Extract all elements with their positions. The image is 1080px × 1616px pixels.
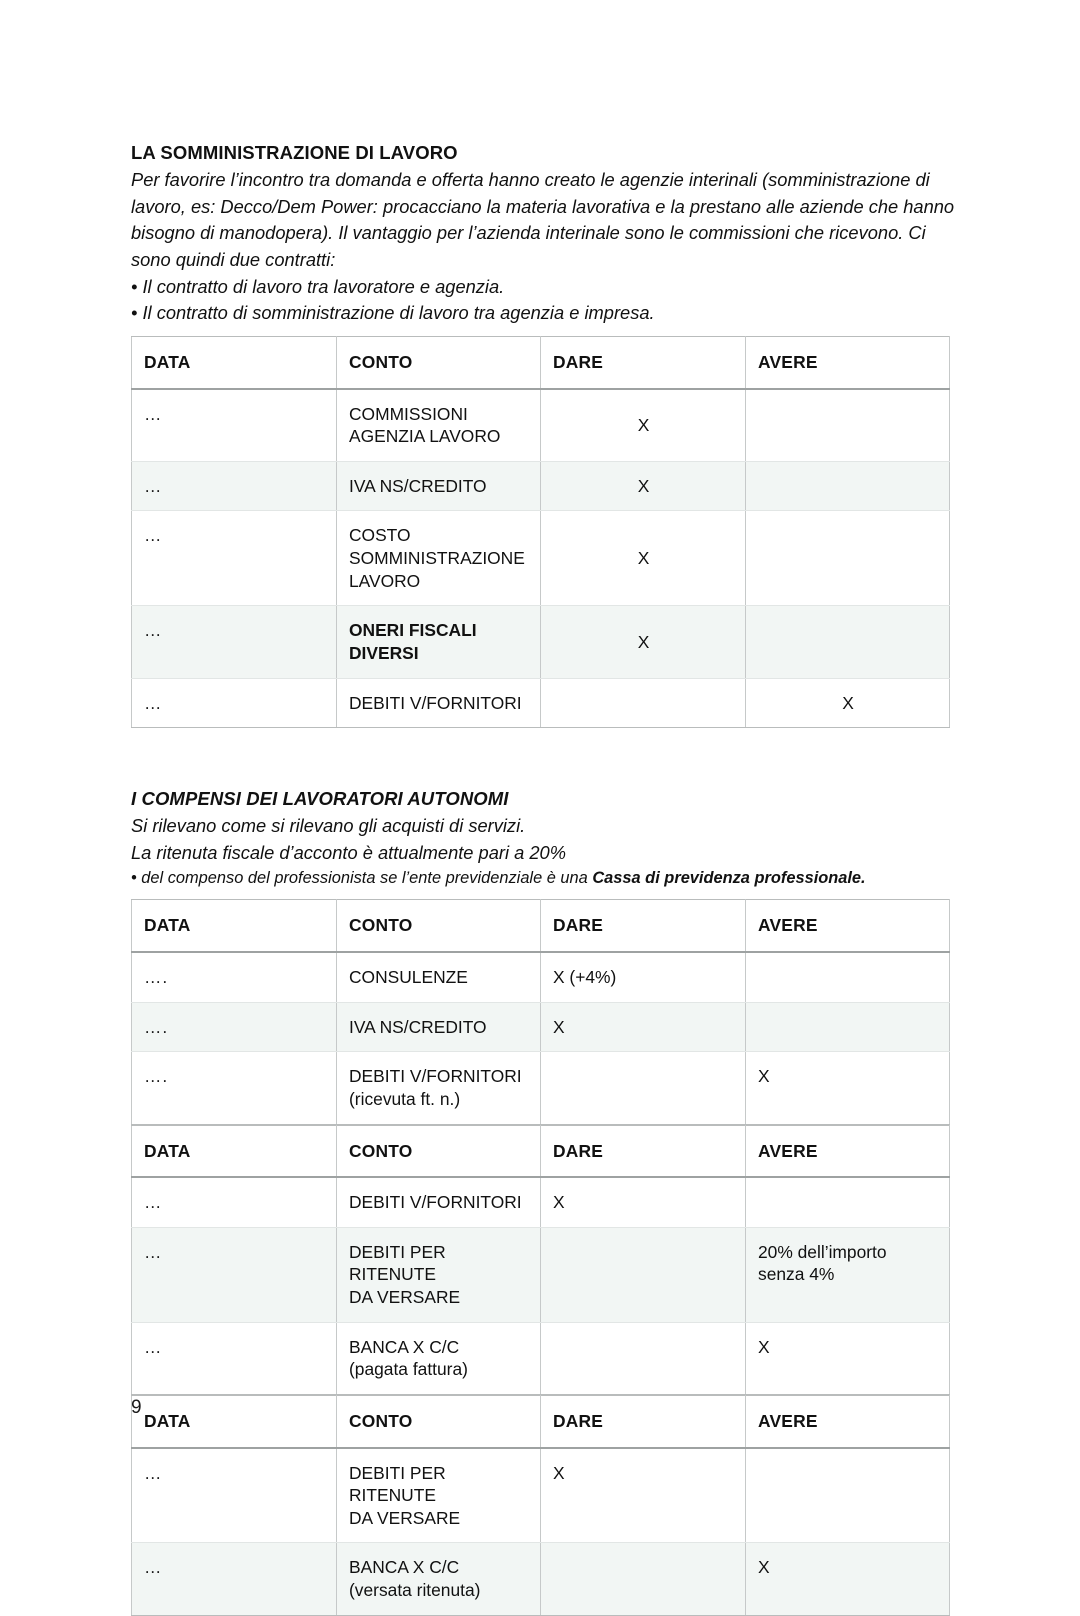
cell-conto	[337, 1448, 541, 1543]
cell-data: …	[132, 1543, 337, 1615]
cell-conto-line: AGENZIA LAVORO	[349, 426, 501, 447]
cell-conto	[337, 1002, 541, 1052]
table-row	[132, 461, 950, 511]
cell-avere	[746, 606, 950, 678]
table-row	[132, 1177, 950, 1227]
cell-conto-line: DIVERSI	[349, 642, 419, 663]
cell-conto	[337, 1543, 541, 1615]
cell-conto-line: DEBITI V/FORNITORI	[349, 1066, 522, 1087]
column-header-avere: AVERE	[746, 900, 950, 952]
table-row	[132, 1002, 950, 1052]
table-header-row	[132, 1395, 950, 1447]
cell-conto	[337, 1052, 541, 1124]
table-row	[132, 1322, 950, 1394]
table-row	[132, 511, 950, 606]
cell-conto-line: (ricevuta ft. n.)	[349, 1088, 461, 1109]
section-2-line-1: Si rilevano come si rilevano gli acquisti di servizi.	[131, 815, 526, 837]
cell-avere: X	[746, 678, 950, 728]
cell-data: …	[132, 461, 337, 511]
column-header-avere: AVERE	[746, 336, 950, 388]
somministrazione-journal-table	[131, 336, 950, 728]
cell-conto-line: (pagata fattura)	[349, 1359, 468, 1380]
cell-conto-line: BANCA X C/C	[349, 1336, 460, 1357]
section-1-bullet-2: • Il contratto di somministrazione di lavoro tra agenzia e impresa.	[131, 302, 655, 324]
cell-conto	[337, 1322, 541, 1394]
cell-avere	[746, 1002, 950, 1052]
cell-data: …	[132, 511, 337, 606]
column-header-data: DATA	[132, 1395, 337, 1447]
section-1-title: LA SOMMINISTRAZIONE DI LAVORO	[131, 142, 458, 163]
cell-dare	[541, 1322, 746, 1394]
cell-conto-line: COSTO	[349, 525, 411, 546]
cell-conto-line: DEBITI V/FORNITORI	[349, 692, 522, 713]
table-2a-body	[132, 952, 950, 1124]
cell-dare	[541, 678, 746, 728]
cell-avere-line: senza 4%	[758, 1264, 835, 1285]
column-header-conto: CONTO	[337, 1395, 541, 1447]
table-2c-header	[132, 1395, 950, 1447]
cell-conto	[337, 511, 541, 606]
table-header-row	[132, 336, 950, 388]
section-1-bullet-1: • Il contratto di lavoro tra lavoratore e agenzia.	[131, 275, 505, 297]
cell-data: ….	[132, 1002, 337, 1052]
cell-dare: X	[541, 511, 746, 606]
cell-conto	[337, 606, 541, 678]
section-2-bullet-text: • del compenso del professionista se l’ente previdenziale è una	[131, 868, 593, 887]
cell-conto-line: LAVORO	[349, 570, 421, 591]
compensi-fattura-table	[131, 899, 950, 1124]
cell-conto	[337, 389, 541, 462]
column-header-data: DATA	[132, 900, 337, 952]
column-header-avere: AVERE	[746, 1125, 950, 1177]
column-header-conto: CONTO	[337, 900, 541, 952]
cell-data: …	[132, 1177, 337, 1227]
section-2-bullet	[131, 867, 960, 891]
table-row	[132, 1543, 950, 1615]
cell-conto-line: CONSULENZE	[349, 967, 468, 988]
section-1-paragraph: Per favorire l’incontro tra domanda e offerta hanno creato le agenzie interinali (somministrazione di lavoro, es: Decco/Dem Power: procacciano la materia lavorativa e la prestano alle aziende che hanno bisogno di manodopera). Il vantaggio per l’azienda interinale sono le commissioni che ricevono. Ci sono quindi due contratti:	[131, 169, 955, 271]
cell-conto-line: BANCA X C/C	[349, 1557, 460, 1578]
cell-dare	[541, 1227, 746, 1322]
cell-dare: X (+4%)	[541, 952, 746, 1002]
section-2-line-2: La ritenuta fiscale d’acconto è attualmente pari a 20%	[131, 842, 566, 864]
cell-avere: X	[746, 1322, 950, 1394]
cell-dare: X	[541, 606, 746, 678]
cell-conto-line: SOMMINISTRAZIONE	[349, 548, 525, 569]
cell-avere	[746, 952, 950, 1002]
cell-dare: X	[541, 389, 746, 462]
compensi-pagamento-table	[131, 1125, 950, 1395]
column-header-conto: CONTO	[337, 336, 541, 388]
cell-avere	[746, 1177, 950, 1227]
cell-conto-line: DA VERSARE	[349, 1507, 461, 1528]
cell-conto	[337, 461, 541, 511]
table-row	[132, 1448, 950, 1543]
table-1-header	[132, 336, 950, 388]
table-2c-body	[132, 1448, 950, 1616]
cell-dare	[541, 1543, 746, 1615]
cell-conto-line: DEBITI PER RITENUTE	[349, 1462, 446, 1506]
section-2-title: I COMPENSI DEI LAVORATORI AUTONOMI	[131, 788, 509, 810]
section-2-bullet-emphasis: Cassa di previdenza professionale.	[592, 868, 866, 887]
column-header-conto: CONTO	[337, 1125, 541, 1177]
cell-conto	[337, 1177, 541, 1227]
cell-avere	[746, 389, 950, 462]
cell-data: ….	[132, 952, 337, 1002]
compensi-versamento-table	[131, 1395, 950, 1616]
cell-avere-line: 20% dell’importo	[758, 1241, 887, 1262]
cell-conto-line: DEBITI PER RITENUTE	[349, 1241, 446, 1285]
table-row	[132, 1227, 950, 1322]
column-header-data: DATA	[132, 1125, 337, 1177]
column-header-dare: DARE	[541, 1395, 746, 1447]
cell-conto-line: DA VERSARE	[349, 1287, 461, 1308]
cell-data: …	[132, 389, 337, 462]
table-row	[132, 952, 950, 1002]
table-row	[132, 1052, 950, 1124]
column-header-dare: DARE	[541, 900, 746, 952]
table-header-row	[132, 900, 950, 952]
cell-dare	[541, 1052, 746, 1124]
cell-dare: X	[541, 1448, 746, 1543]
cell-avere	[746, 461, 950, 511]
table-2a-header	[132, 900, 950, 952]
cell-data: ….	[132, 1052, 337, 1124]
column-header-dare: DARE	[541, 336, 746, 388]
cell-data: …	[132, 1227, 337, 1322]
table-row	[132, 678, 950, 728]
page-number: 9	[131, 1397, 142, 1418]
cell-avere	[746, 1448, 950, 1543]
cell-avere: X	[746, 1543, 950, 1615]
column-header-avere: AVERE	[746, 1395, 950, 1447]
column-header-dare: DARE	[541, 1125, 746, 1177]
cell-data: …	[132, 678, 337, 728]
cell-dare: X	[541, 461, 746, 511]
cell-dare: X	[541, 1177, 746, 1227]
cell-conto-line: COMMISSIONI	[349, 403, 468, 424]
table-row	[132, 606, 950, 678]
cell-avere: X	[746, 1052, 950, 1124]
table-header-row	[132, 1125, 950, 1177]
cell-avere	[746, 511, 950, 606]
cell-conto	[337, 952, 541, 1002]
cell-data: …	[132, 1322, 337, 1394]
cell-dare: X	[541, 1002, 746, 1052]
cell-conto	[337, 678, 541, 728]
cell-conto-line: DEBITI V/FORNITORI	[349, 1192, 522, 1213]
column-header-data: DATA	[132, 336, 337, 388]
table-2b-header	[132, 1125, 950, 1177]
cell-data: …	[132, 606, 337, 678]
table-1-wrapper	[131, 336, 960, 728]
cell-conto-line: (versata ritenuta)	[349, 1580, 481, 1601]
table-group-lavoratori-autonomi	[131, 899, 960, 1615]
cell-data: …	[132, 1448, 337, 1543]
cell-avere	[746, 1227, 950, 1322]
table-1-body	[132, 389, 950, 728]
cell-conto-line: IVA NS/CREDITO	[349, 475, 487, 496]
table-row	[132, 389, 950, 462]
table-2b-body	[132, 1177, 950, 1394]
cell-conto	[337, 1227, 541, 1322]
cell-conto-line: ONERI FISCALI	[349, 620, 477, 641]
cell-conto-line: IVA NS/CREDITO	[349, 1016, 487, 1037]
